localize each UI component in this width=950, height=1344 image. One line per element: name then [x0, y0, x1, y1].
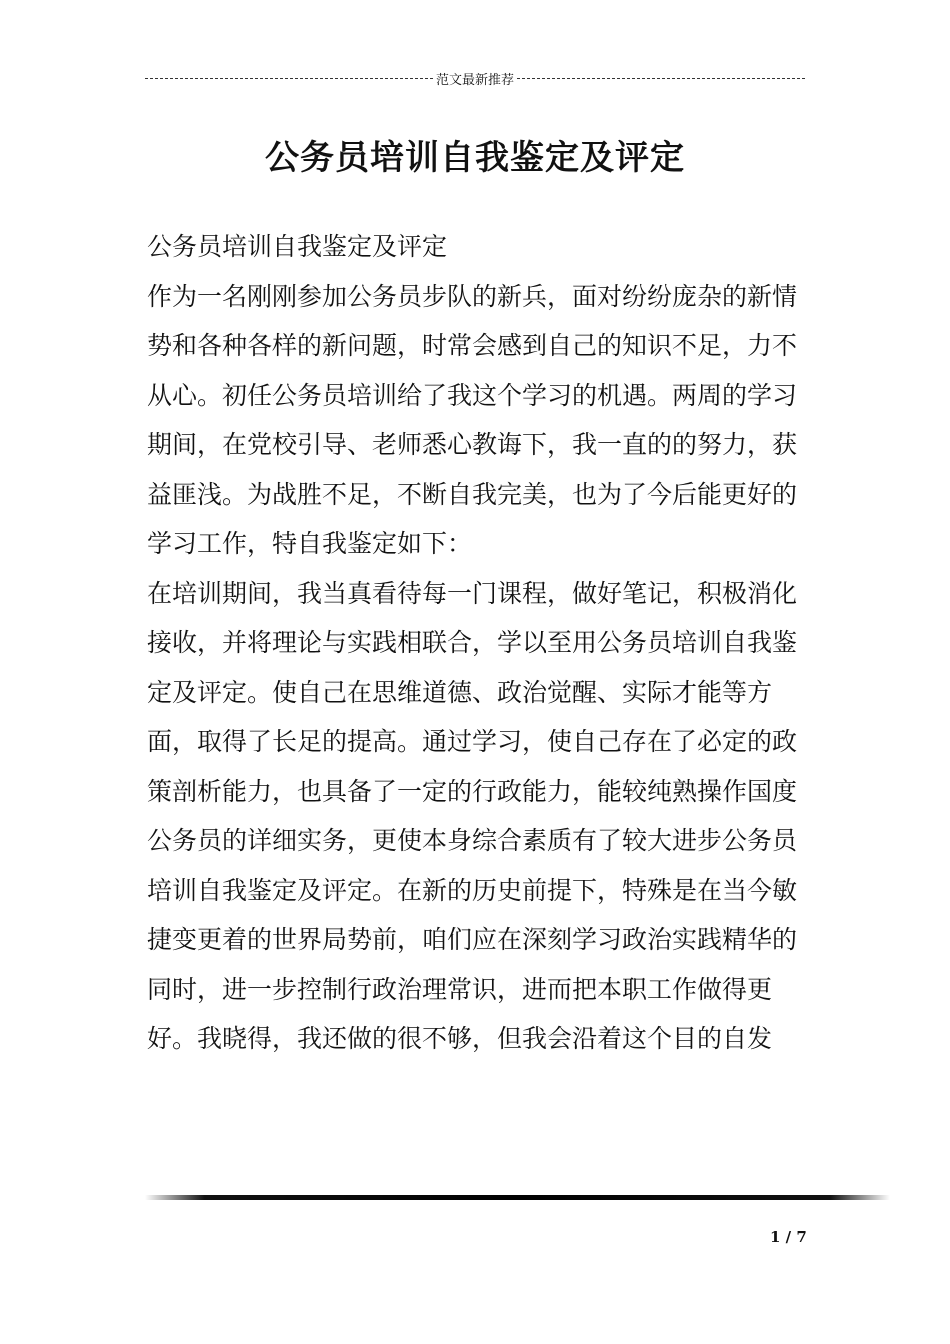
- header-label: 范文最新推荐: [436, 72, 515, 88]
- document-body: [147, 222, 817, 1064]
- footer-rule: [145, 1195, 890, 1200]
- page-number: 1 / 7: [770, 1228, 807, 1246]
- paragraph-intro: 作为一名刚刚参加公务员步队的新兵，面对纷纷庞杂的新情势和各种各样的新问题，时常会感到自己的知识不足，力不从心。初任公务员培训给了我这个学习的机遇。两周的学习期间，在党校引导、老师悉心教诲下，我一直的的努力，获益匪浅。为战胜不足，不断自我完美，也为了今后能更好的学习工作，特自我鉴定如下：: [147, 281, 798, 558]
- paragraph-training: 在培训期间，我当真看待每一门课程，做好笔记，积极消化接收，并将理论与实践相联合，学以至用公务员培训自我鉴定及评定。使自己在思维道德、政治觉醒、实际才能等方面，取得了长足的提高。通过学习，使自己存在了必定的政策剖析能力，也具备了一定的行政能力，能较纯熟操作国度公务员的详细实务，更使本身综合素质有了较大进步公务员培训自我鉴定及评定。在新的历史前提下，特殊是在当今敏捷变更着的世界局势前，咱们应在深刻学习政治实践精华的同时，进一步控制行政治理常识，进而把本职工作做得更好。我晓得，我还做的很不够，但我会沿着这个目的自发: [147, 578, 798, 1053]
- header-rule: [145, 68, 805, 88]
- document-title: 公务员培训自我鉴定及评定: [265, 138, 685, 178]
- paragraph-subtitle: 公务员培训自我鉴定及评定: [147, 232, 448, 261]
- header-dash-left: [145, 78, 433, 79]
- header-dash-right: [517, 78, 805, 79]
